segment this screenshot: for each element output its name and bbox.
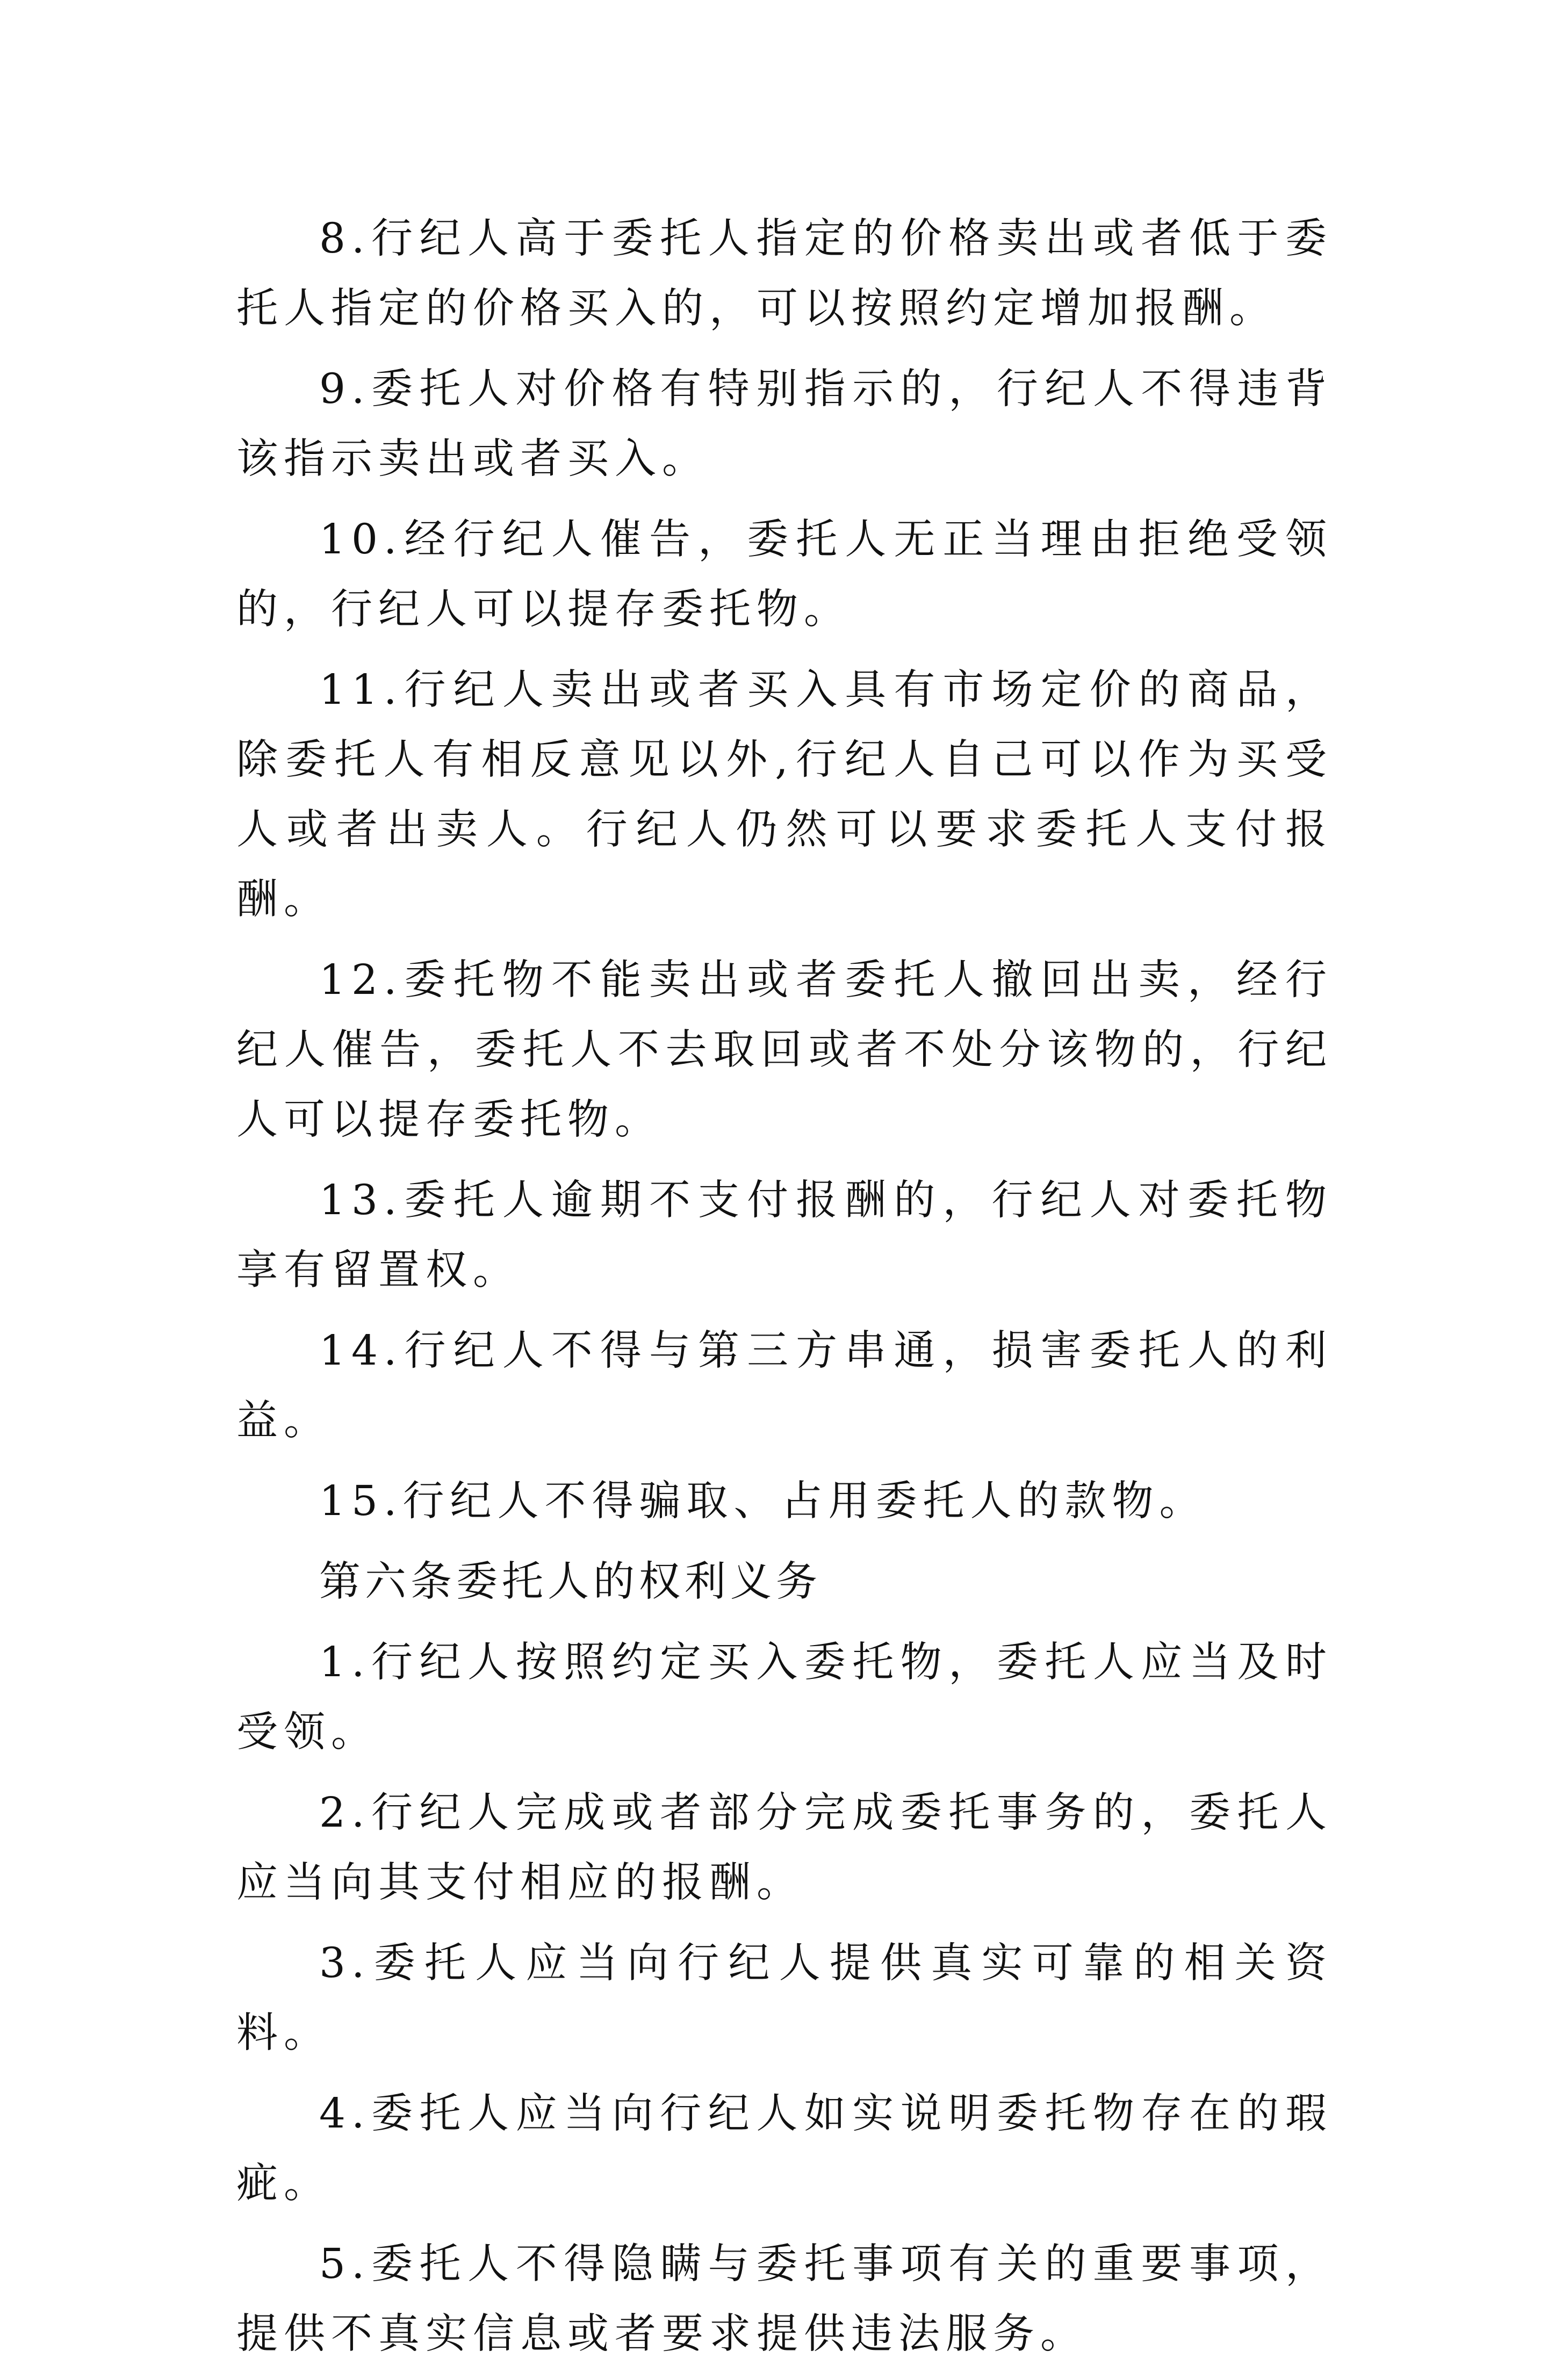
- document-body: [236, 204, 1333, 2380]
- paragraph-item-5: 5.委托人不得隐瞒与委托事项有关的重要事项，提供不真实信息或者要求提供违法服务。: [236, 2240, 1333, 2358]
- paragraph-item-13: 13.委托人逾期不支付报酬的，行纪人对委托物享有留置权。: [236, 1177, 1333, 1294]
- paragraph-item-4: 4.委托人应当向行纪人如实说明委托物存在的瑕疵。: [236, 2090, 1333, 2208]
- paragraph-item-10: 10.经行纪人催告，委托人无正当理由拒绝受领的，行纪人可以提存委托物。: [236, 516, 1333, 633]
- paragraph-item-2: 2.行纪人完成或者部分完成委托事务的，委托人应当向其支付相应的报酬。: [236, 1789, 1333, 1907]
- paragraph-item-12: 12.委托物不能卖出或者委托人撤回出卖，经行纪人催告，委托人不去取回或者不处分该物的，行纪人可以提存委托物。: [236, 956, 1333, 1144]
- paragraph-item-15: 15.行纪人不得骗取、占用委托人的款物。: [319, 1477, 1207, 1525]
- paragraph-item-3: 3.委托人应当向行纪人提供真实可靠的相关资料。: [236, 1939, 1333, 2057]
- paragraph-item-9: 9.委托人对价格有特别指示的，行纪人不得违背该指示卖出或者买入。: [236, 365, 1333, 483]
- paragraph-item-14: 14.行纪人不得与第三方串通，损害委托人的利益。: [236, 1327, 1333, 1445]
- section-heading-article-6: 第六条委托人的权利义务: [319, 1558, 822, 1606]
- paragraph-item-11: 11.行纪人卖出或者买入具有市场定价的商品，除委托人有相反意见以外,行纪人自己可以作为买受人或者出卖人。行纪人仍然可以要求委托人支付报酬。: [236, 666, 1333, 924]
- paragraph-item-1: 1.行纪人按照约定买入委托物，委托人应当及时受领。: [236, 1639, 1333, 1756]
- paragraph-item-8: 8.行纪人高于委托人指定的价格卖出或者低于委托人指定的价格买入的，可以按照约定增加报酬。: [236, 215, 1333, 333]
